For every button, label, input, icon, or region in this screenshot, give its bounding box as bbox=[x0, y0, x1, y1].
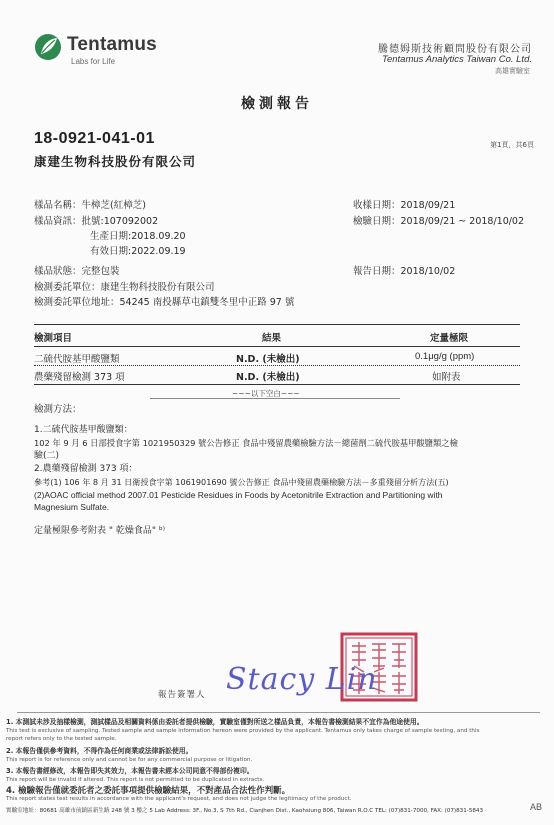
footnote-3-en: This report will be invalid if altered. This report is not permitted to be duplicated in extracts. bbox=[6, 777, 265, 783]
client-unit: 檢測委託單位：康建生物科技股份有限公司 bbox=[34, 282, 215, 293]
test-date-value: 2018/09/21 ~ 2018/10/02 bbox=[400, 216, 525, 227]
sample-name-value: 牛樟芝(紅樟芝) bbox=[81, 200, 146, 211]
loq-note: 定量極限參考附表 " 乾燥食品" ᵇ⁾ bbox=[34, 526, 165, 536]
row2-loq: 如附表 bbox=[432, 372, 461, 383]
method2-line3: Magnesium Sulfate. bbox=[34, 502, 110, 512]
footnote-1: 1. 本測試未涉及抽樣檢測，測試樣品及相關資料係由委託者提供檢驗，實驗室僅對所送之樣品負責，本報告書檢測結果不宜作為他途使用。 bbox=[6, 718, 424, 726]
lab-name: 高雄實驗室 bbox=[495, 67, 530, 75]
sample-state-label: 樣品狀態： bbox=[34, 266, 82, 277]
method2-line1: 參考(1) 106 年 8 月 31 日衛授食字第 1061901690 號公告修正 食品中殘留農藥檢驗方法－多重殘留分析方法(五) bbox=[34, 477, 449, 487]
sample-batch: 批號:107092002 bbox=[81, 216, 159, 227]
report-number: 18-0921-041-01 bbox=[34, 130, 155, 147]
method2-title: 2.農藥殘留檢測 373 項： bbox=[34, 464, 138, 474]
tentamus-leaf-icon bbox=[33, 32, 63, 62]
row1-item: 二硫代胺基甲酸鹽類 bbox=[34, 354, 120, 365]
row2-result: N.D. (未檢出) bbox=[236, 372, 300, 383]
col-header-loq: 定量極限 bbox=[430, 333, 469, 344]
corner-code: AB bbox=[529, 802, 542, 812]
row1-loq: 0.1μg/g (ppm) bbox=[415, 351, 475, 362]
signatory-label: 報告簽署人 bbox=[158, 690, 206, 700]
col-header-item: 檢測項目 bbox=[34, 333, 73, 344]
report-date-label: 報告日期： bbox=[353, 266, 401, 277]
signature: Stacy Lin bbox=[226, 662, 378, 697]
table-top-rule bbox=[34, 324, 520, 325]
test-date-label: 檢驗日期： bbox=[353, 216, 401, 227]
sample-exp-date: 有效日期:2022.09.19 bbox=[90, 246, 186, 257]
test-date-row bbox=[353, 213, 524, 227]
company-name-zh: 騰德姆斯技術顧問股份有限公司 bbox=[378, 44, 532, 55]
sample-state-value: 完整包裝 bbox=[81, 266, 120, 277]
method1-line2: 驗(二) bbox=[34, 451, 60, 461]
sample-info-label: 樣品資訊： bbox=[34, 216, 82, 227]
report-date-row bbox=[353, 263, 455, 277]
table-row-rule bbox=[34, 365, 520, 366]
footnote-4-en: This report states test results in accordance with the applicant's request, and does not judge the legitimacy of the product. bbox=[6, 796, 352, 802]
client-address: 檢測委託單位地址：54245 南投縣草屯鎮雙冬里中正路 97 號 bbox=[34, 297, 295, 308]
sample-name-row bbox=[34, 197, 146, 211]
footnote-2: 2. 本報告僅供參考資料，不得作為任何商業或法律訴訟使用。 bbox=[6, 747, 193, 755]
footer-top-rule bbox=[17, 712, 540, 713]
col-header-result: 結果 bbox=[262, 333, 282, 344]
table-bottom-rule bbox=[34, 384, 520, 385]
end-note-rule bbox=[150, 398, 400, 399]
method1-title: 1.二硫代胺基甲酸鹽類： bbox=[34, 425, 133, 435]
footnote-3: 3. 本報告書經修改，本報告即失其效力，本報告書未經本公司同意不得部份複印。 bbox=[6, 767, 254, 775]
logo-tagline: Labs for Life bbox=[71, 57, 116, 66]
sample-mfg-date: 生產日期:2018.09.20 bbox=[90, 231, 186, 242]
page-number: 第1頁，共6頁 bbox=[490, 141, 534, 149]
table-header-rule bbox=[34, 346, 520, 347]
company-name-en: Tentamus Analytics Taiwan Co. Ltd. bbox=[382, 54, 532, 65]
report-date-value: 2018/10/02 bbox=[400, 266, 456, 277]
footnote-2-en: This report is for reference only and cannot be for any commercial purpose or litigation. bbox=[6, 757, 253, 763]
lab-address: 實驗室地址：80681 高雄市前鎮區新生路 248 號 3 樓之 5 Lab Address: 3F., No.3, S 7th Rd., Cianjhen Dist., Kaohsiung 806, Taiwan R.O.C TEL: (07)831-7000, FAX: (07)831-5843 bbox=[6, 808, 484, 814]
sample-info-row bbox=[34, 213, 158, 227]
footnote-4: 4. 檢驗報告僅就委託者之委託事項提供檢驗結果，不對產品合法性作判斷。 bbox=[6, 786, 291, 796]
method1-line1: 102 年 9 月 6 日部授食字第 1021950329 號公告修正 食品中殘留農藥檢驗方法－總菌劑二硫代胺基甲酸鹽類之檢 bbox=[34, 438, 458, 448]
document-title: 檢測報告 bbox=[241, 96, 313, 112]
row2-item: 農藥殘留檢測 373 項 bbox=[34, 372, 125, 383]
footnote-1-en2: report refers only to the tested sample. bbox=[6, 736, 117, 742]
sample-state-row bbox=[34, 263, 120, 277]
received-date-row bbox=[353, 197, 455, 211]
received-date-label: 收樣日期： bbox=[353, 200, 401, 211]
methods-title: 檢測方法： bbox=[34, 404, 82, 415]
footnote-1-en: This test is exclusive of sampling. Tested sample and sample information hereon were provided by the applicant. Tentamus only takes charge of sample testing, and this bbox=[6, 728, 480, 734]
received-date-value: 2018/09/21 bbox=[400, 200, 456, 211]
client-title: 康建生物科技股份有限公司 bbox=[34, 154, 197, 169]
row1-result: N.D. (未檢出) bbox=[236, 354, 300, 365]
sample-name-label: 樣品名稱： bbox=[34, 200, 82, 211]
method2-line2: (2)AOAC official method 2007.01 Pesticide Residues in Foods by Acetonitrile Extraction and Partitioning with bbox=[34, 490, 443, 500]
table-end-note: ~~~以下空白~~~ bbox=[232, 389, 300, 398]
logo-name: Tentamus bbox=[67, 34, 157, 55]
